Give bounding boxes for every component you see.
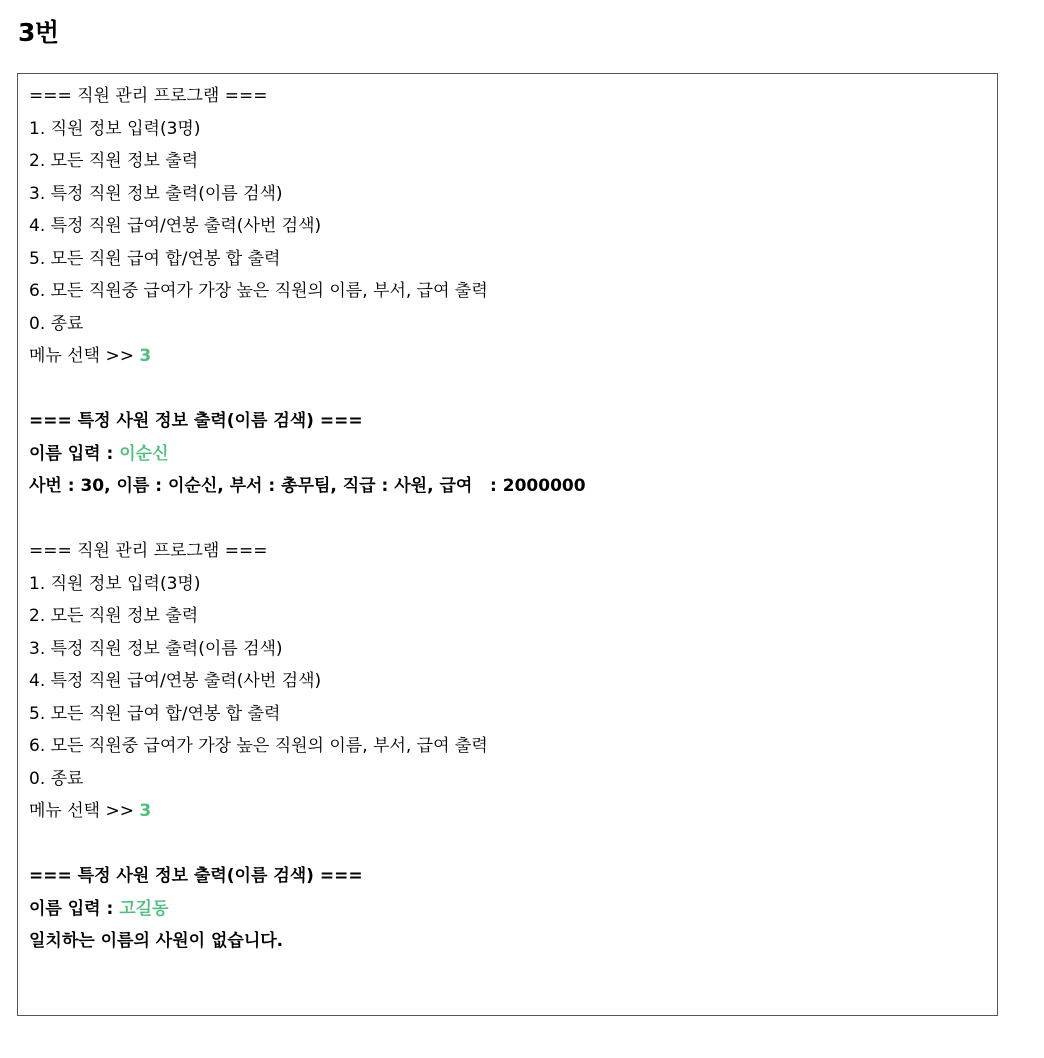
console-line-text: 사번 : 30, 이름 : 이순신, 부서 : 총무팀, 직급 : 사원, 급여 : 2000000	[29, 476, 586, 496]
console-line	[29, 893, 989, 926]
console-line	[29, 80, 989, 113]
console-line	[29, 600, 989, 633]
console-line	[29, 243, 989, 276]
console-line	[29, 763, 989, 796]
console-line-text: === 특정 사원 정보 출력(이름 검색) ===	[29, 411, 363, 431]
console-line-text: 2. 모든 직원 정보 출력	[29, 606, 199, 626]
console-line-text: 0. 종료	[29, 768, 84, 789]
console-line-text: 1. 직원 정보 입력(3명)	[29, 118, 201, 139]
console-line	[29, 698, 989, 731]
user-input-text: 고길동	[119, 898, 169, 919]
console-line	[29, 535, 989, 568]
console-line	[29, 308, 989, 341]
console-line-text: 메뉴 선택 >>	[29, 346, 140, 366]
console-line	[29, 860, 989, 893]
console-line-text: 0. 종료	[29, 313, 84, 334]
console-line-text: 6. 모든 직원중 급여가 가장 높은 직원의 이름, 부서, 급여 출력	[29, 736, 488, 756]
console-line-text: 일치하는 이름의 사원이 없습니다.	[29, 931, 284, 951]
console-line	[29, 373, 989, 406]
console-line	[29, 925, 989, 958]
console-line-text: 이름 입력 :	[29, 898, 120, 919]
console-line-text: 4. 특정 직원 급여/연봉 출력(사번 검색)	[29, 671, 322, 691]
console-line-text: 이름 입력 :	[29, 443, 120, 464]
console-line-text: === 직원 관리 프로그램 ===	[29, 86, 268, 106]
user-input-text: 3	[139, 801, 152, 821]
console-line-text: 메뉴 선택 >>	[29, 801, 140, 821]
console-line	[29, 405, 989, 438]
console-line	[29, 503, 989, 536]
console-line-text: 2. 모든 직원 정보 출력	[29, 151, 199, 171]
console-line-text: 3. 특정 직원 정보 출력(이름 검색)	[29, 638, 283, 659]
console-line	[29, 633, 989, 666]
page-title: 3번	[18, 18, 59, 47]
console-line	[29, 730, 989, 763]
console-line	[29, 340, 989, 373]
user-input-text: 이순신	[119, 443, 169, 464]
console-line	[29, 145, 989, 178]
console-line	[29, 275, 989, 308]
console-lines	[29, 80, 989, 958]
console-line-text: === 직원 관리 프로그램 ===	[29, 541, 268, 561]
console-line-text: 4. 특정 직원 급여/연봉 출력(사번 검색)	[29, 216, 322, 236]
console-line	[29, 795, 989, 828]
console-line-text: 6. 모든 직원중 급여가 가장 높은 직원의 이름, 부서, 급여 출력	[29, 281, 488, 301]
console-line-text: 5. 모든 직원 급여 합/연봉 합 출력	[29, 248, 281, 269]
console-line	[29, 178, 989, 211]
console-line-text: 3. 특정 직원 정보 출력(이름 검색)	[29, 183, 283, 204]
console-line	[29, 210, 989, 243]
console-line	[29, 113, 989, 146]
console-line	[29, 828, 989, 861]
user-input-text: 3	[139, 346, 152, 366]
console-line-text: 5. 모든 직원 급여 합/연봉 합 출력	[29, 703, 281, 724]
console-output	[17, 73, 998, 1016]
console-line-text: === 특정 사원 정보 출력(이름 검색) ===	[29, 866, 363, 886]
console-line	[29, 568, 989, 601]
console-line	[29, 470, 989, 503]
console-line-text: 1. 직원 정보 입력(3명)	[29, 573, 201, 594]
console-line	[29, 665, 989, 698]
console-line	[29, 438, 989, 471]
